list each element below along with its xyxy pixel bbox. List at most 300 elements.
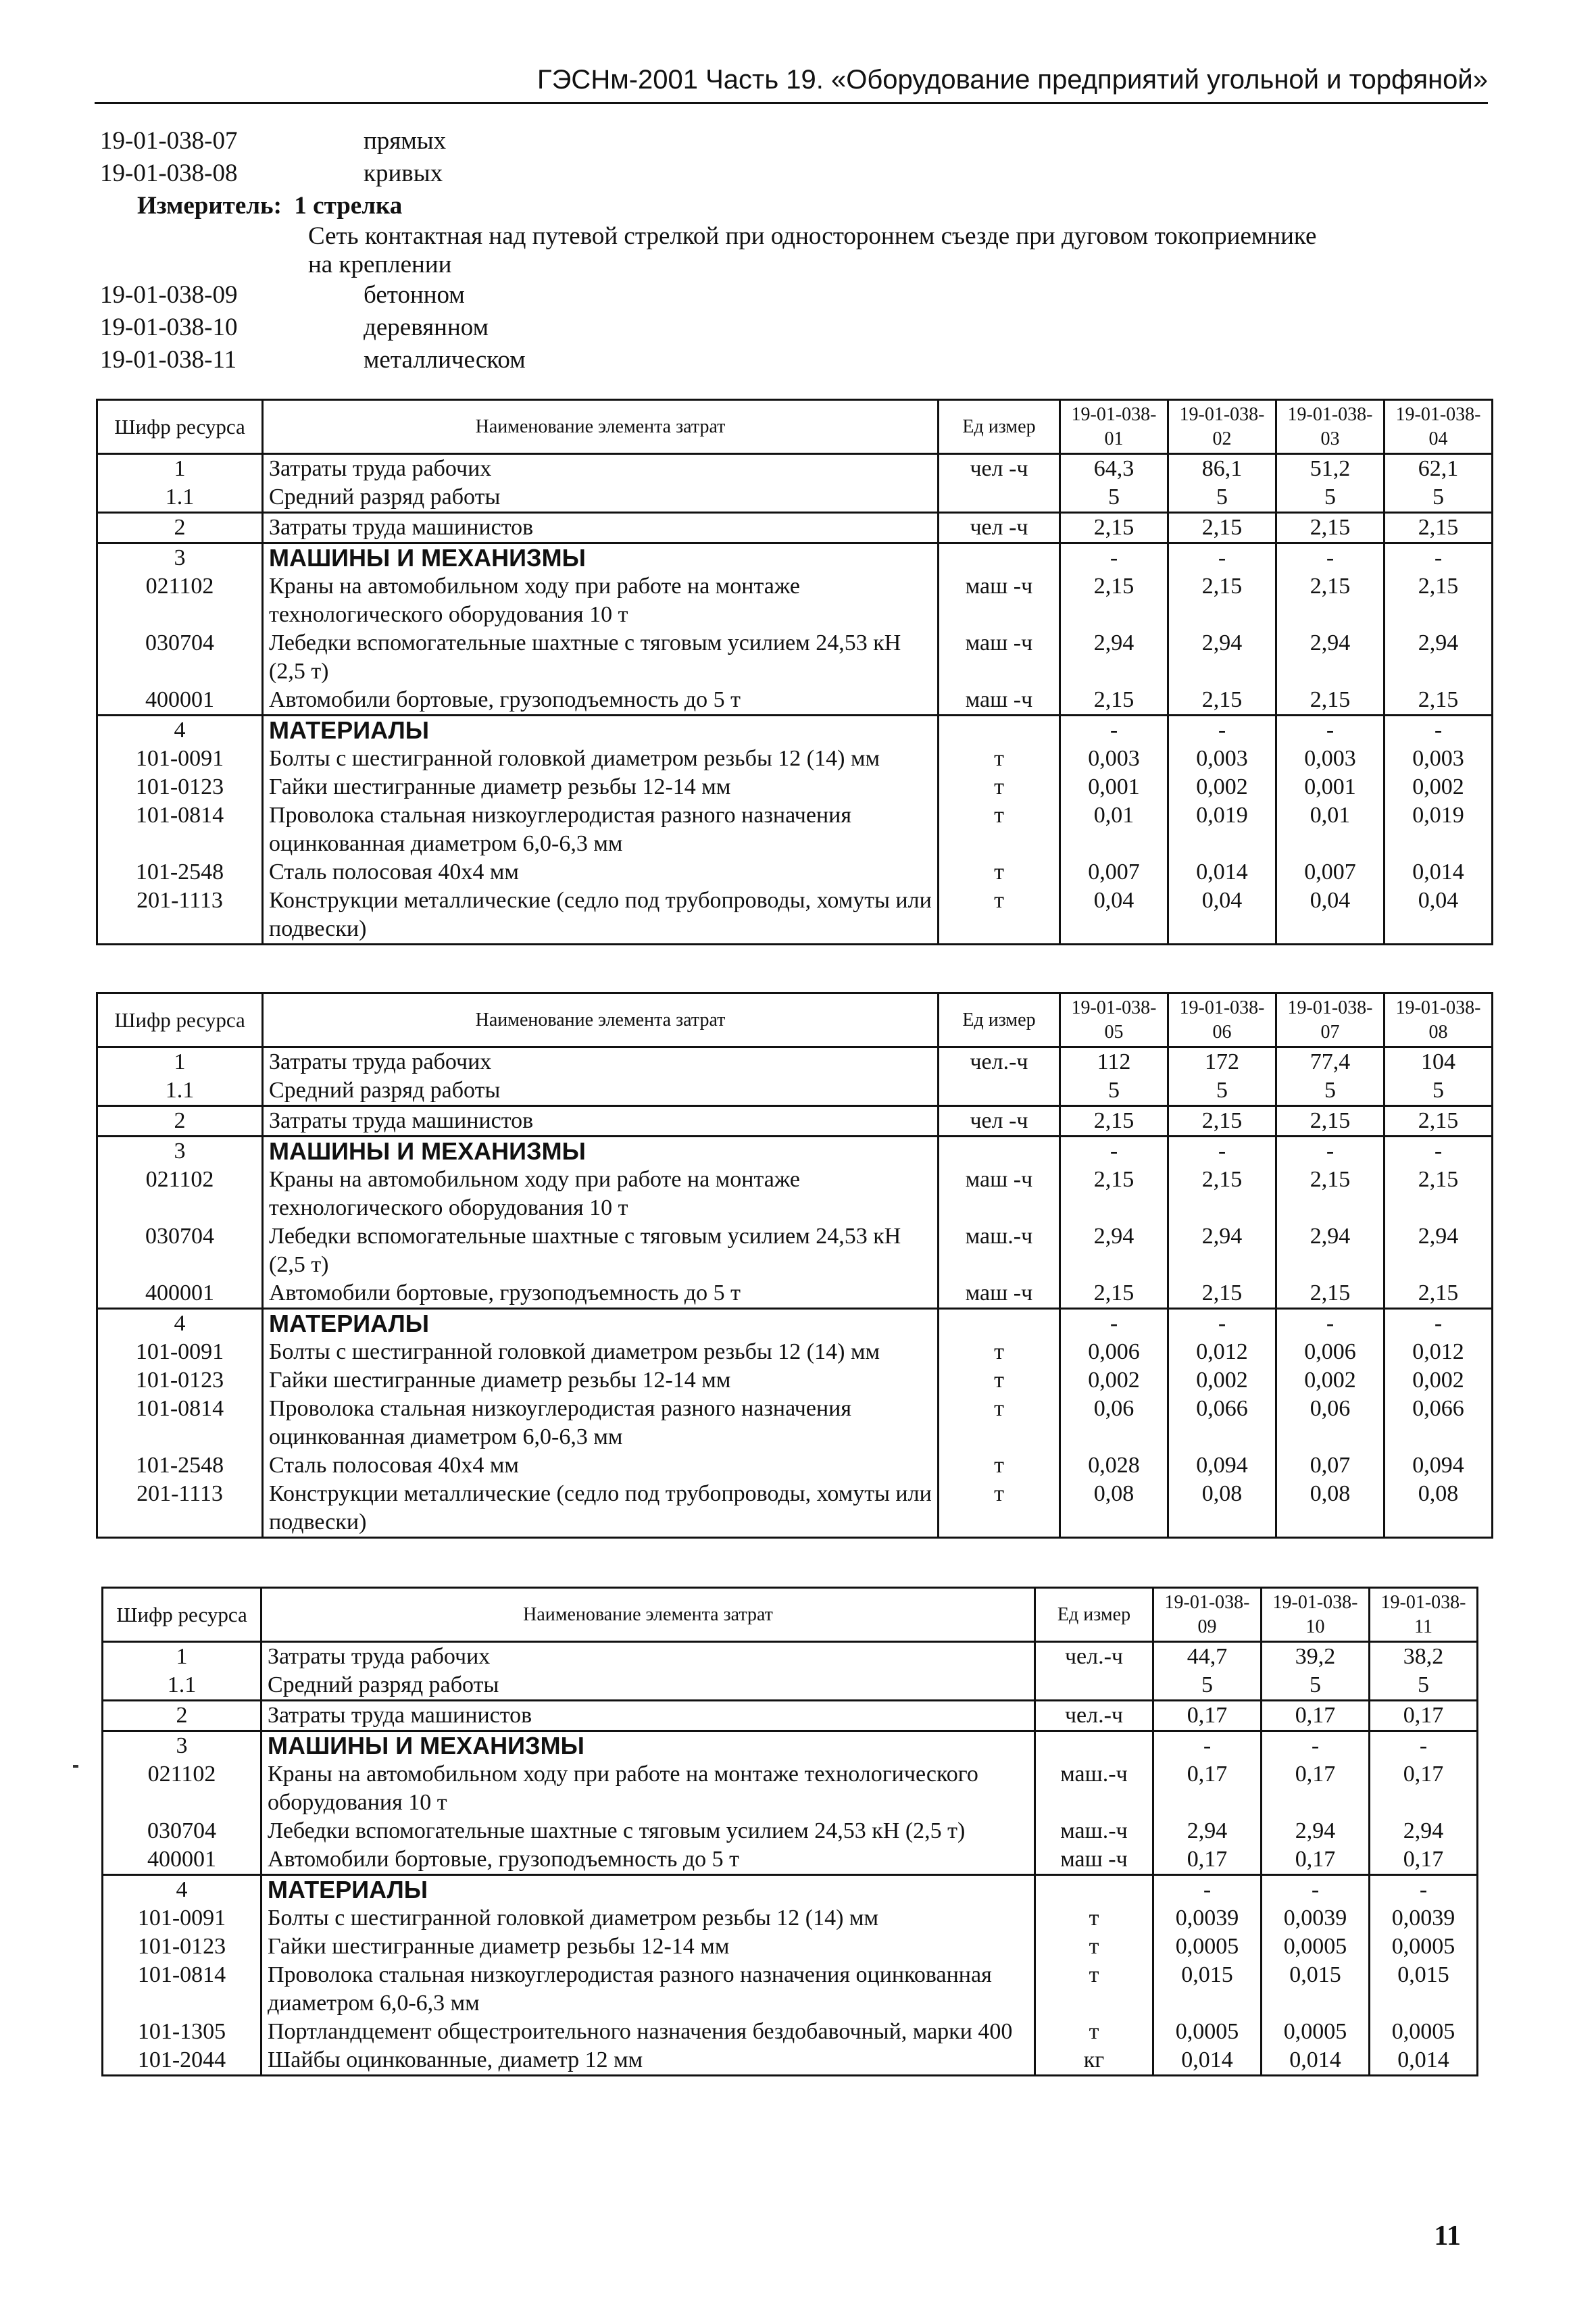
cell-value: 0,003 xyxy=(1168,745,1276,773)
cell-value: 2,15 xyxy=(1385,1279,1493,1309)
cell-value: - xyxy=(1385,1309,1493,1339)
table-row xyxy=(103,1671,1478,1701)
cell-value: - xyxy=(1153,1875,1262,1905)
cell-value: 2,15 xyxy=(1276,686,1385,716)
cell-value: 2,15 xyxy=(1385,686,1493,716)
header-col: 19-01-038-09 xyxy=(1153,1588,1262,1642)
table-row xyxy=(97,1166,1493,1222)
header-col: 19-01-038-03 xyxy=(1276,400,1385,454)
table-row xyxy=(97,858,1493,887)
cell-value: 0,001 xyxy=(1060,773,1168,801)
intro-item xyxy=(100,344,1492,376)
cell-value: 0,0039 xyxy=(1262,1904,1370,1933)
cell-unit: маш -ч xyxy=(939,629,1060,686)
cell-unit: чел.-ч xyxy=(939,1047,1060,1077)
cell-code: 101-0814 xyxy=(103,1961,261,2018)
cell-value: 64,3 xyxy=(1060,454,1168,484)
header-unit: Ед измер xyxy=(1035,1588,1153,1642)
cell-value: 2,15 xyxy=(1168,513,1276,543)
intro-item-name: кривых xyxy=(364,159,443,187)
cell-code: 021102 xyxy=(97,1166,263,1222)
cell-value: 0,0005 xyxy=(1262,2018,1370,2046)
cell-value: 0,0005 xyxy=(1370,1933,1478,1961)
table-row xyxy=(97,1366,1493,1395)
cell-value: 172 xyxy=(1168,1047,1276,1077)
cell-code: 3 xyxy=(97,543,263,573)
cell-value: 0,001 xyxy=(1276,773,1385,801)
cell-value: 0,066 xyxy=(1168,1395,1276,1451)
cell-name: МАТЕРИАЛЫ xyxy=(263,716,939,745)
cell-code: 400001 xyxy=(97,1279,263,1309)
table-header-row xyxy=(97,400,1493,454)
cell-name: Лебедки вспомогательные шахтные с тяговым усилием 24,53 кН (2,5 т) xyxy=(261,1817,1035,1845)
cell-name: Сталь полосовая 40х4 мм xyxy=(263,1451,939,1480)
cell-name: Автомобили бортовые, грузоподъемность до 5 т xyxy=(263,686,939,716)
cell-value: 0,17 xyxy=(1370,1760,1478,1817)
table-row xyxy=(97,1076,1493,1106)
cell-unit: т xyxy=(939,1451,1060,1480)
cell-name: Конструкции металлические (седло под трубопроводы, хомуты или подвески) xyxy=(263,1480,939,1538)
cell-value: 0,0039 xyxy=(1153,1904,1262,1933)
cell-unit: т xyxy=(939,1395,1060,1451)
cell-unit xyxy=(939,1309,1060,1339)
cell-unit: т xyxy=(939,745,1060,773)
cell-name: Шайбы оцинкованные, диаметр 12 мм xyxy=(261,2046,1035,2076)
table-row xyxy=(97,1047,1493,1077)
cell-code: 1 xyxy=(97,454,263,484)
cell-value: 2,15 xyxy=(1060,686,1168,716)
cell-unit xyxy=(1035,1671,1153,1701)
cell-value: 2,15 xyxy=(1060,513,1168,543)
resource-table-2 xyxy=(96,992,1493,1539)
cell-value: - xyxy=(1262,1875,1370,1905)
cell-name: Средний разряд работы xyxy=(261,1671,1035,1701)
cell-value: - xyxy=(1276,716,1385,745)
cell-value: 0,003 xyxy=(1385,745,1493,773)
table-row xyxy=(103,1845,1478,1875)
cell-value: 38,2 xyxy=(1370,1642,1478,1672)
cell-name: Проволока стальная низкоуглеродистая разного назначения оцинкованная диаметром 6,0-6,3 мм xyxy=(263,1395,939,1451)
intro-item-code: 19-01-038-10 xyxy=(100,314,238,341)
header-col: 19-01-038-04 xyxy=(1385,400,1493,454)
table-row xyxy=(97,801,1493,858)
cell-value: 5 xyxy=(1276,1076,1385,1106)
cell-value: - xyxy=(1153,1731,1262,1761)
table-row xyxy=(103,2046,1478,2076)
cell-value: 2,94 xyxy=(1276,1222,1385,1279)
cell-value: 0,006 xyxy=(1060,1338,1168,1366)
cell-value: 0,17 xyxy=(1370,1701,1478,1731)
cell-value: 86,1 xyxy=(1168,454,1276,484)
cell-value: 0,002 xyxy=(1168,773,1276,801)
cell-name: Конструкции металлические (седло под трубопроводы, хомуты или подвески) xyxy=(263,887,939,945)
cell-value: 0,0005 xyxy=(1370,2018,1478,2046)
cell-unit: т xyxy=(939,801,1060,858)
table-row xyxy=(97,1338,1493,1366)
resource-table-3 xyxy=(101,1587,1478,2076)
cell-name: Портландцемент общестроительного назначения бездобавочный, марки 400 xyxy=(261,2018,1035,2046)
measure-line xyxy=(100,190,1492,222)
cell-value: 62,1 xyxy=(1385,454,1493,484)
cell-value: 2,15 xyxy=(1060,1279,1168,1309)
table-row xyxy=(97,1279,1493,1309)
header-col: 19-01-038-10 xyxy=(1262,1588,1370,1642)
cell-code: 101-0091 xyxy=(97,745,263,773)
cell-value: 0,012 xyxy=(1385,1338,1493,1366)
header-name: Наименование элемента затрат xyxy=(261,1588,1035,1642)
cell-name: Затраты труда рабочих xyxy=(263,1047,939,1077)
cell-name: Автомобили бортовые, грузоподъемность до 5 т xyxy=(261,1845,1035,1875)
cell-value: 0,07 xyxy=(1276,1451,1385,1480)
cell-value: 2,15 xyxy=(1276,1279,1385,1309)
cell-value: 2,15 xyxy=(1385,572,1493,629)
cell-value: 0,17 xyxy=(1262,1760,1370,1817)
cell-code: 201-1113 xyxy=(97,887,263,945)
scan-speck xyxy=(73,1765,78,1768)
cell-value: 0,002 xyxy=(1168,1366,1276,1395)
cell-value: - xyxy=(1276,1137,1385,1166)
table-row xyxy=(103,2018,1478,2046)
cell-value: - xyxy=(1168,543,1276,573)
table-row xyxy=(97,629,1493,686)
cell-unit xyxy=(939,716,1060,745)
cell-code: 1 xyxy=(97,1047,263,1077)
table-row xyxy=(103,1933,1478,1961)
cell-value: 0,007 xyxy=(1276,858,1385,887)
cell-code: 101-2548 xyxy=(97,1451,263,1480)
cell-value: 0,17 xyxy=(1262,1701,1370,1731)
page-number: 11 xyxy=(1434,2220,1461,2251)
cell-value: 2,15 xyxy=(1060,1166,1168,1222)
cell-value: 2,15 xyxy=(1276,1166,1385,1222)
cell-value: 0,003 xyxy=(1060,745,1168,773)
cell-code: 030704 xyxy=(103,1817,261,1845)
cell-value: 0,04 xyxy=(1276,887,1385,945)
table-row xyxy=(103,1760,1478,1817)
table-row xyxy=(97,1309,1493,1339)
cell-code: 101-0123 xyxy=(103,1933,261,1961)
intro-item-name: прямых xyxy=(364,127,447,155)
cell-name: МАТЕРИАЛЫ xyxy=(261,1875,1035,1905)
cell-value: 0,012 xyxy=(1168,1338,1276,1366)
cell-value: 0,015 xyxy=(1370,1961,1478,2018)
cell-value: 0,014 xyxy=(1153,2046,1262,2076)
cell-value: - xyxy=(1060,543,1168,573)
cell-code: 1.1 xyxy=(103,1671,261,1701)
cell-value: - xyxy=(1385,1137,1493,1166)
table-row xyxy=(97,572,1493,629)
cell-value: 0,08 xyxy=(1385,1480,1493,1538)
cell-name: Проволока стальная низкоуглеродистая разного назначения оцинкованная диаметром 6,0-6,3 мм xyxy=(263,801,939,858)
cell-value: 0,066 xyxy=(1385,1395,1493,1451)
cell-value: 2,94 xyxy=(1276,629,1385,686)
header-col: 19-01-038-01 xyxy=(1060,400,1168,454)
table-row xyxy=(97,1106,1493,1137)
table-row xyxy=(103,1731,1478,1761)
cell-unit: т xyxy=(939,773,1060,801)
cell-unit: маш.-ч xyxy=(939,1222,1060,1279)
cell-value: - xyxy=(1276,1309,1385,1339)
resource-table-1 xyxy=(96,399,1493,945)
cell-name: Сталь полосовая 40х4 мм xyxy=(263,858,939,887)
cell-value: 0,04 xyxy=(1060,887,1168,945)
intro-description-line: на креплении xyxy=(308,251,452,278)
cell-value: 5 xyxy=(1276,483,1385,513)
intro-block xyxy=(100,125,1492,376)
cell-value: 2,15 xyxy=(1060,1106,1168,1137)
cell-value: 2,94 xyxy=(1385,629,1493,686)
cell-value: 104 xyxy=(1385,1047,1493,1077)
cell-unit xyxy=(939,1076,1060,1106)
table-row xyxy=(103,1642,1478,1672)
intro-item xyxy=(100,312,1492,344)
cell-code: 1.1 xyxy=(97,1076,263,1106)
page-header-title: ГЭСНм-2001 Часть 19. «Оборудование предприятий угольной и торфяной» xyxy=(537,65,1488,95)
table-header-row xyxy=(103,1588,1478,1642)
cell-value: 2,94 xyxy=(1168,1222,1276,1279)
cell-code: 101-2044 xyxy=(103,2046,261,2076)
cell-code: 2 xyxy=(103,1701,261,1731)
header-col: 19-01-038-08 xyxy=(1385,993,1493,1047)
cell-code: 101-0091 xyxy=(97,1338,263,1366)
cell-value: 0,04 xyxy=(1385,887,1493,945)
intro-item-code: 19-01-038-08 xyxy=(100,159,238,187)
intro-description xyxy=(100,222,1492,279)
cell-code: 030704 xyxy=(97,1222,263,1279)
cell-value: 44,7 xyxy=(1153,1642,1262,1672)
cell-value: 5 xyxy=(1168,1076,1276,1106)
cell-unit xyxy=(1035,1731,1153,1761)
cell-value: 0,04 xyxy=(1168,887,1276,945)
intro-item-name: бетонном xyxy=(364,281,465,309)
header-code: Шифр ресурса xyxy=(97,993,263,1047)
cell-value: 77,4 xyxy=(1276,1047,1385,1077)
table-row xyxy=(103,1961,1478,2018)
cell-name: Гайки шестигранные диаметр резьбы 12-14 мм xyxy=(261,1933,1035,1961)
cell-name: Средний разряд работы xyxy=(263,483,939,513)
cell-unit xyxy=(939,1137,1060,1166)
table-row xyxy=(97,773,1493,801)
cell-name: Болты с шестигранной головкой диаметром резьбы 12 (14) мм xyxy=(261,1904,1035,1933)
cell-value: 0,002 xyxy=(1385,1366,1493,1395)
cell-value: 5 xyxy=(1385,483,1493,513)
cell-unit: т xyxy=(939,887,1060,945)
header-unit: Ед измер xyxy=(939,993,1060,1047)
header-col: 19-01-038-11 xyxy=(1370,1588,1478,1642)
cell-value: 2,94 xyxy=(1385,1222,1493,1279)
cell-value: 0,014 xyxy=(1370,2046,1478,2076)
cell-unit: чел.-ч xyxy=(1035,1642,1153,1672)
cell-value: 2,15 xyxy=(1385,1106,1493,1137)
cell-name: Затраты труда рабочих xyxy=(261,1642,1035,1672)
cell-value: 0,17 xyxy=(1262,1845,1370,1875)
header-col: 19-01-038-05 xyxy=(1060,993,1168,1047)
cell-name: Средний разряд работы xyxy=(263,1076,939,1106)
cell-value: 2,15 xyxy=(1060,572,1168,629)
table-row xyxy=(97,454,1493,484)
intro-item-name: металлическом xyxy=(364,346,526,374)
header-col: 19-01-038-02 xyxy=(1168,400,1276,454)
cell-value: 0,06 xyxy=(1060,1395,1168,1451)
cell-value: 5 xyxy=(1385,1076,1493,1106)
cell-value: 112 xyxy=(1060,1047,1168,1077)
table-row xyxy=(103,1904,1478,1933)
cell-name: Гайки шестигранные диаметр резьбы 12-14 мм xyxy=(263,1366,939,1395)
cell-name: Гайки шестигранные диаметр резьбы 12-14 мм xyxy=(263,773,939,801)
cell-value: - xyxy=(1168,1309,1276,1339)
measure-value: 1 стрелка xyxy=(294,192,403,220)
intro-item xyxy=(100,125,1492,157)
cell-unit xyxy=(1035,1875,1153,1905)
cell-unit: маш.-ч xyxy=(1035,1760,1153,1817)
cell-value: 0,014 xyxy=(1385,858,1493,887)
cell-unit: т xyxy=(1035,2018,1153,2046)
cell-code: 3 xyxy=(103,1731,261,1761)
cell-value: 0,006 xyxy=(1276,1338,1385,1366)
table-row xyxy=(103,1817,1478,1845)
table-header-row xyxy=(97,993,1493,1047)
cell-value: 0,17 xyxy=(1153,1845,1262,1875)
cell-value: 0,17 xyxy=(1153,1701,1262,1731)
cell-value: - xyxy=(1385,716,1493,745)
intro-item-code: 19-01-038-07 xyxy=(100,127,238,155)
cell-value: 0,007 xyxy=(1060,858,1168,887)
cell-name: Затраты труда рабочих xyxy=(263,454,939,484)
cell-value: 0,094 xyxy=(1385,1451,1493,1480)
cell-unit: т xyxy=(939,1338,1060,1366)
cell-value: 2,15 xyxy=(1385,1166,1493,1222)
header-code: Шифр ресурса xyxy=(103,1588,261,1642)
table-row xyxy=(97,887,1493,945)
cell-name: Лебедки вспомогательные шахтные с тяговым усилием 24,53 кН (2,5 т) xyxy=(263,629,939,686)
cell-value: - xyxy=(1168,1137,1276,1166)
table-row xyxy=(97,1451,1493,1480)
cell-code: 400001 xyxy=(103,1845,261,1875)
cell-code: 101-0814 xyxy=(97,801,263,858)
table-row xyxy=(97,686,1493,716)
cell-unit: маш.-ч xyxy=(1035,1817,1153,1845)
intro-description-line: Сеть контактная над путевой стрелкой при одностороннем съезде при дуговом токоприемнике xyxy=(308,222,1317,250)
cell-name: Болты с шестигранной головкой диаметром резьбы 12 (14) мм xyxy=(263,1338,939,1366)
cell-value: 0,06 xyxy=(1276,1395,1385,1451)
cell-code: 2 xyxy=(97,513,263,543)
cell-value: - xyxy=(1385,543,1493,573)
cell-name: МАШИНЫ И МЕХАНИЗМЫ xyxy=(263,543,939,573)
page-header xyxy=(95,65,1488,104)
cell-unit: чел -ч xyxy=(939,513,1060,543)
cell-value: - xyxy=(1370,1731,1478,1761)
cell-value: - xyxy=(1262,1731,1370,1761)
cell-unit: маш -ч xyxy=(939,1166,1060,1222)
cell-value: 0,014 xyxy=(1262,2046,1370,2076)
cell-unit: кг xyxy=(1035,2046,1153,2076)
cell-unit: чел -ч xyxy=(939,454,1060,484)
cell-value: - xyxy=(1168,716,1276,745)
cell-value: 5 xyxy=(1370,1671,1478,1701)
cell-code: 101-1305 xyxy=(103,2018,261,2046)
intro-item-code: 19-01-038-11 xyxy=(100,346,237,374)
cell-value: 0,094 xyxy=(1168,1451,1276,1480)
cell-value: - xyxy=(1370,1875,1478,1905)
cell-value: 2,15 xyxy=(1385,513,1493,543)
cell-unit: маш -ч xyxy=(939,572,1060,629)
table-row xyxy=(97,745,1493,773)
cell-name: Затраты труда машинистов xyxy=(263,513,939,543)
cell-value: 2,15 xyxy=(1168,1279,1276,1309)
cell-value: 0,002 xyxy=(1276,1366,1385,1395)
cell-name: Проволока стальная низкоуглеродистая разного назначения оцинкованная диаметром 6,0-6,3 мм xyxy=(261,1961,1035,2018)
cell-value: 2,94 xyxy=(1060,629,1168,686)
cell-value: 2,94 xyxy=(1153,1817,1262,1845)
cell-code: 021102 xyxy=(103,1760,261,1817)
cell-value: 0,028 xyxy=(1060,1451,1168,1480)
cell-value: 2,15 xyxy=(1168,1166,1276,1222)
cell-value: 2,94 xyxy=(1168,629,1276,686)
cell-unit: т xyxy=(1035,1904,1153,1933)
cell-value: 0,17 xyxy=(1370,1845,1478,1875)
cell-code: 4 xyxy=(103,1875,261,1905)
cell-value: 0,01 xyxy=(1060,801,1168,858)
cell-value: 0,002 xyxy=(1060,1366,1168,1395)
cell-value: 2,94 xyxy=(1262,1817,1370,1845)
cell-unit xyxy=(939,483,1060,513)
cell-value: - xyxy=(1060,1309,1168,1339)
cell-value: 0,015 xyxy=(1262,1961,1370,2018)
cell-unit: т xyxy=(1035,1933,1153,1961)
cell-value: 0,17 xyxy=(1153,1760,1262,1817)
table-row xyxy=(97,1480,1493,1538)
cell-value: 0,002 xyxy=(1385,773,1493,801)
cell-value: - xyxy=(1276,543,1385,573)
cell-unit: маш -ч xyxy=(1035,1845,1153,1875)
table-row xyxy=(103,1875,1478,1905)
cell-value: 5 xyxy=(1060,1076,1168,1106)
table-row xyxy=(103,1701,1478,1731)
cell-code: 400001 xyxy=(97,686,263,716)
cell-code: 3 xyxy=(97,1137,263,1166)
cell-value: - xyxy=(1060,1137,1168,1166)
cell-unit: т xyxy=(939,1480,1060,1538)
header-code: Шифр ресурса xyxy=(97,400,263,454)
cell-unit xyxy=(939,543,1060,573)
cell-unit: т xyxy=(1035,1961,1153,2018)
table-row xyxy=(97,543,1493,573)
table-row xyxy=(97,716,1493,745)
cell-value: 5 xyxy=(1168,483,1276,513)
cell-value: 2,15 xyxy=(1168,686,1276,716)
cell-code: 021102 xyxy=(97,572,263,629)
cell-name: Болты с шестигранной головкой диаметром резьбы 12 (14) мм xyxy=(263,745,939,773)
cell-unit: маш -ч xyxy=(939,1279,1060,1309)
cell-name: Автомобили бортовые, грузоподъемность до 5 т xyxy=(263,1279,939,1309)
cell-value: 2,15 xyxy=(1276,513,1385,543)
cell-value: 39,2 xyxy=(1262,1642,1370,1672)
header-col: 19-01-038-06 xyxy=(1168,993,1276,1047)
table-row xyxy=(97,513,1493,543)
cell-name: МАШИНЫ И МЕХАНИЗМЫ xyxy=(261,1731,1035,1761)
table-row xyxy=(97,1222,1493,1279)
intro-item xyxy=(100,279,1492,312)
table-row xyxy=(97,1137,1493,1166)
header-name: Наименование элемента затрат xyxy=(263,993,939,1047)
header-name: Наименование элемента затрат xyxy=(263,400,939,454)
cell-value: 0,0005 xyxy=(1153,1933,1262,1961)
cell-code: 030704 xyxy=(97,629,263,686)
cell-value: - xyxy=(1060,716,1168,745)
cell-value: 2,15 xyxy=(1168,1106,1276,1137)
table-row xyxy=(97,483,1493,513)
cell-value: 0,0005 xyxy=(1262,1933,1370,1961)
